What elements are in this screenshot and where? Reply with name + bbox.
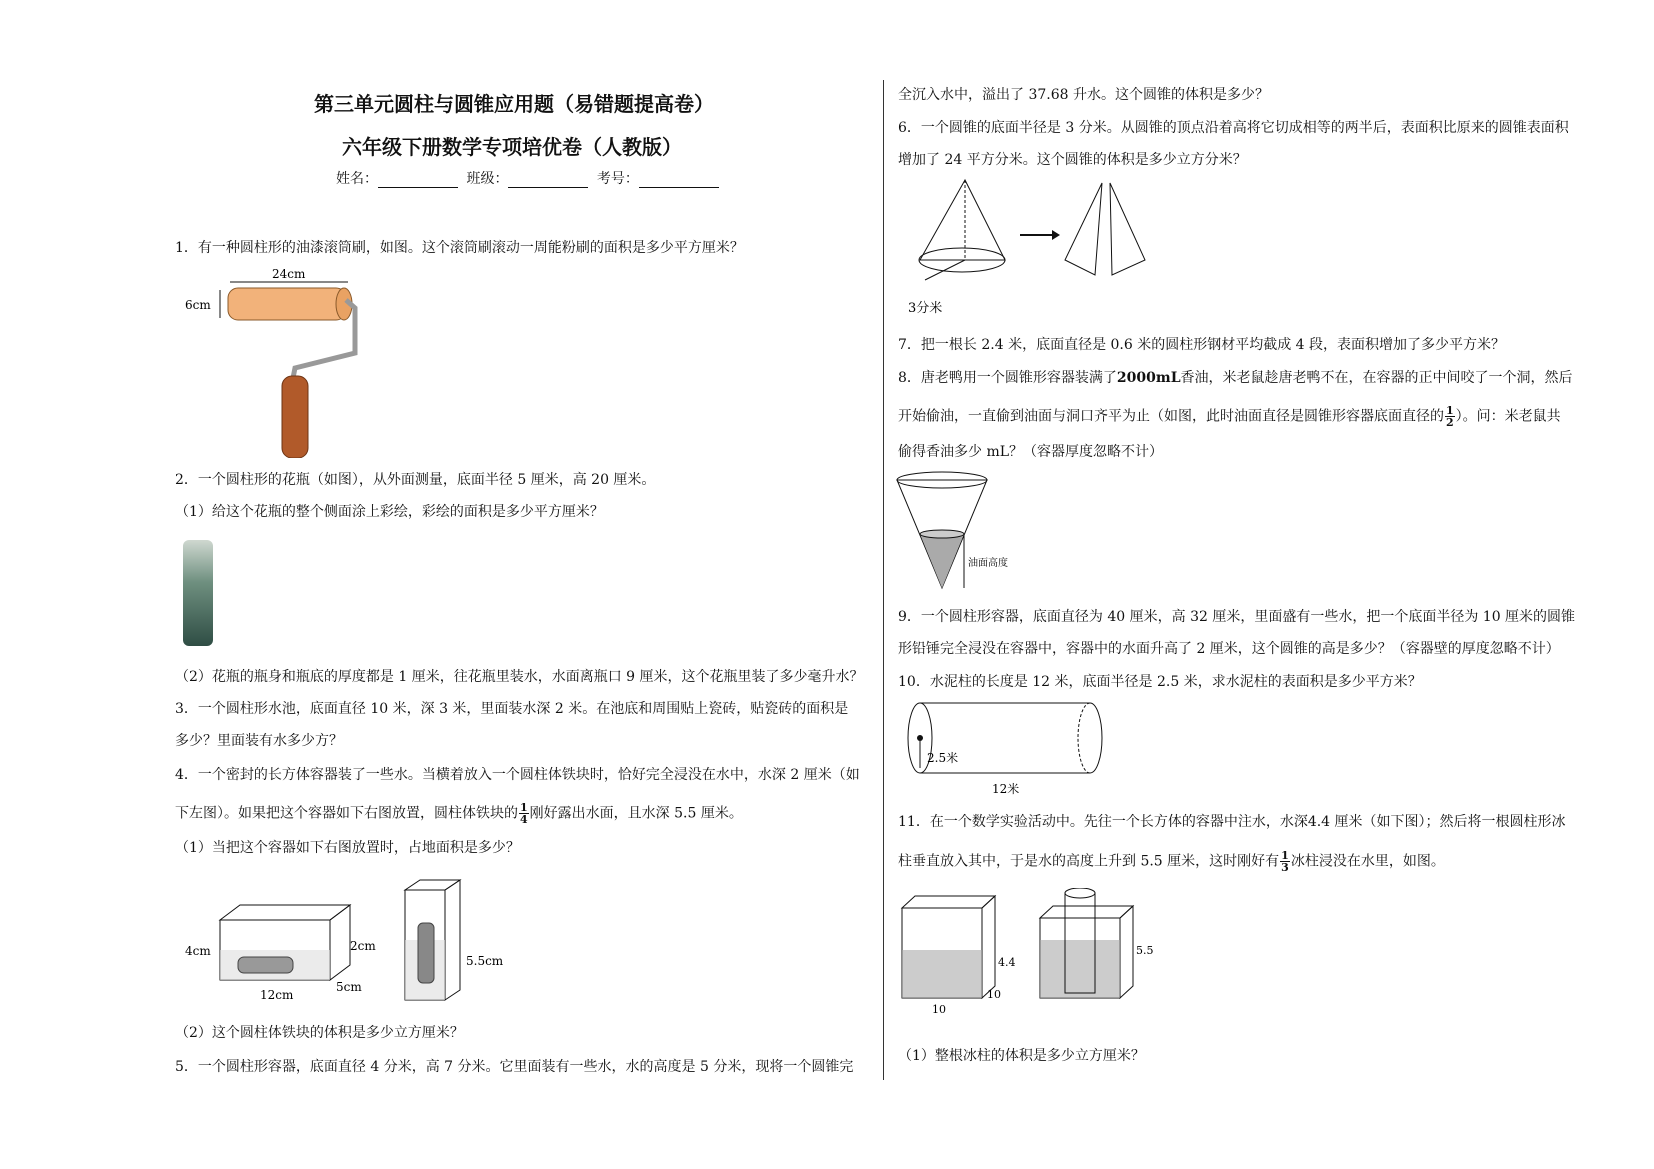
question-6-line2: 增加了 24 平方分米。这个圆锥的体积是多少立方分米？: [898, 152, 1247, 168]
question-8-line1: 8．唐老鸭用一个圆锥形容器装满了2000mL香油，米老鼠趁唐老鸭不在，在容器的正中间咬了一个洞，然后: [898, 370, 1573, 386]
question-1: 1．有一种圆柱形的油漆滚筒刷，如图。这个滚筒刷滚动一周能粉刷的面积是多少平方厘米？: [175, 240, 744, 256]
question-4-2: （2）这个圆柱体铁块的体积是多少立方厘米？: [175, 1025, 464, 1041]
column-right-end: [1090, 703, 1102, 773]
arrow-head-icon: [1052, 230, 1060, 240]
length-label: 12米: [992, 782, 1020, 796]
box2-top: [1040, 906, 1133, 918]
box-side: [982, 896, 995, 998]
fraction-one-half: $\frac{1}{2}$: [1446, 404, 1454, 429]
length-label: 12cm: [260, 988, 294, 1002]
iron-cylinder-upright: [418, 923, 434, 983]
question-2-1: （1）给这个花瓶的整个侧面涂上彩绘，彩绘的面积是多少平方厘米？: [175, 504, 604, 520]
question-4-line1: 4．一个密封的长方体容器装了一些水。当横着放入一个圆柱体铁块时，恰好完全浸没在水中，水深 2 厘米（如: [175, 767, 860, 783]
name-label: 姓名：: [336, 171, 378, 187]
exam-field[interactable]: [639, 173, 719, 188]
class-field[interactable]: [508, 173, 588, 188]
depth-label: 5.5cm: [466, 954, 504, 968]
roller-grip: [282, 376, 308, 458]
oil-height-label: 油面高度: [968, 558, 1008, 569]
iron-cylinder: [238, 957, 293, 973]
question-4-text-a: 下左图）。如果把这个容器如下右图放置，圆柱体铁块的: [175, 805, 518, 822]
question-3-line2: 多少？里面装有水多少方？: [175, 733, 343, 749]
column-divider: [883, 80, 884, 1080]
column-right-hidden: [1078, 703, 1090, 773]
radius-label: 3分米: [908, 301, 943, 316]
box-top: [902, 896, 995, 908]
box2-side: [445, 880, 460, 1000]
question-4-text-b: 刚好露出水面，且水深 5.5 厘米。: [529, 805, 743, 822]
question-9-line2: 形铅锤完全浸没在容器中，容器中的水面升高了 2 厘米，这个圆锥的高是多少？（容器壁的厚度忽略不计）: [898, 641, 1560, 657]
length-label: 10: [932, 1003, 946, 1016]
name-field[interactable]: [378, 173, 458, 188]
fraction-one-quarter: $\frac{1}{4}$: [520, 801, 528, 826]
question-11-1: （1）整根冰柱的体积是多少立方厘米？: [898, 1048, 1145, 1064]
radius-label: 2.5米: [927, 751, 959, 765]
question-11-line1: 11．在一个数学实验活动中。先往一个长方体的容器中注水，水深4.4 厘米（如下图）；然后将一根圆柱形冰: [898, 814, 1566, 830]
question-8-line3: 偷得香油多少 mL？（容器厚度忽略不计）: [898, 444, 1164, 460]
depth-label: 4.4: [998, 956, 1016, 969]
cone-half-left: [1065, 183, 1102, 275]
container-figure: [180, 875, 520, 1015]
question-8-line2: 开始偷油，一直偷到油面与洞口齐平为止（如图，此时油面直径是圆锥形容器底面直径的 $\frac{1}{2}$ ）。问：米老鼠共: [898, 404, 1561, 429]
question-11-line2: 柱垂直放入其中，于是水的高度上升到 5.5 厘米，这时刚好有 $\frac{1}{3}$ 冰柱浸没在水里，如图。: [898, 849, 1445, 874]
ice-column-figure: [900, 888, 1160, 1018]
question-4-1: （1）当把这个容器如下右图放置时，占地面积是多少？: [175, 840, 520, 856]
question-5-line1: 5．一个圆柱形容器，底面直径 4 分米，高 7 分米。它里面装有一些水，水的高度是 5 分米，现将一个圆锥完: [175, 1059, 854, 1075]
cone-cut-figure: [900, 175, 1160, 325]
ice-column-top: [1065, 888, 1095, 898]
roller-cylinder: [228, 288, 346, 320]
fraction-one-third: $\frac{1}{3}$: [1281, 849, 1289, 874]
question-3-line1: 3．一个圆柱形水池，底面直径 10 米，深 3 米，里面装水深 2 米。在池底和周围贴上瓷砖，贴瓷砖的面积是: [175, 701, 849, 717]
length-label: 24cm: [272, 268, 306, 281]
water-depth-label: 2cm: [350, 939, 376, 953]
question-9-line1: 9．一个圆柱形容器，底面直径为 40 厘米，高 32 厘米，里面盛有一些水，把一个底面半径为 10 厘米的圆锥: [898, 609, 1576, 625]
question-2: 2．一个圆柱形的花瓶（如图），从外面测量，底面半径 5 厘米，高 20 厘米。: [175, 472, 656, 488]
box-top: [220, 905, 350, 920]
radius-arrow: [925, 260, 965, 280]
width-label: 5cm: [336, 980, 362, 994]
page-subtitle: 六年级下册数学专项培优卷（人教版）: [342, 135, 682, 159]
oil-surface: [920, 530, 964, 538]
page-title: 第三单元圆柱与圆锥应用题（易错题提高卷）: [314, 92, 714, 116]
vase-photo: [183, 540, 213, 646]
box2-side: [1120, 906, 1133, 998]
water2-region: [1040, 940, 1120, 998]
water-region: [902, 950, 982, 998]
question-7: 7．把一根长 2.4 米，底面直径是 0.6 米的圆柱形钢材平均截成 4 段，表面积增加了多少平方米？: [898, 337, 1506, 353]
exam-label: 考号：: [596, 171, 639, 187]
oil-region: [920, 534, 964, 588]
question-5-line2: 全沉入水中，溢出了 37.68 升水。这个圆锥的体积是多少？: [898, 87, 1269, 103]
cement-column-figure: [900, 698, 1120, 798]
cone-half-right: [1110, 183, 1145, 275]
box-side: [330, 905, 350, 980]
question-4-line2: [175, 802, 743, 825]
paint-roller-figure: [180, 268, 360, 458]
height-label: 4cm: [185, 944, 211, 958]
width-label: 10: [987, 988, 1001, 1001]
question-10: 10．水泥柱的长度是 12 米，底面半径是 2.5 米，求水泥柱的表面积是多少平方米？: [898, 674, 1422, 690]
student-info: [336, 168, 723, 188]
question-6-line1: 6．一个圆锥的底面半径是 3 分米。从圆锥的顶点沿着高将它切成相等的两半后，表面积比原来的圆锥表面积: [898, 120, 1569, 136]
depth2-label: 5.5: [1136, 944, 1154, 957]
class-label: 班级：: [466, 171, 509, 187]
oil-cone-figure: [895, 470, 1055, 595]
question-2-2: （2）花瓶的瓶身和瓶底的厚度都是 1 厘米，往花瓶里装水，水面离瓶口 9 厘米，这个花瓶里装了多少毫升水？: [175, 669, 864, 685]
diameter-label: 6cm: [185, 298, 211, 312]
